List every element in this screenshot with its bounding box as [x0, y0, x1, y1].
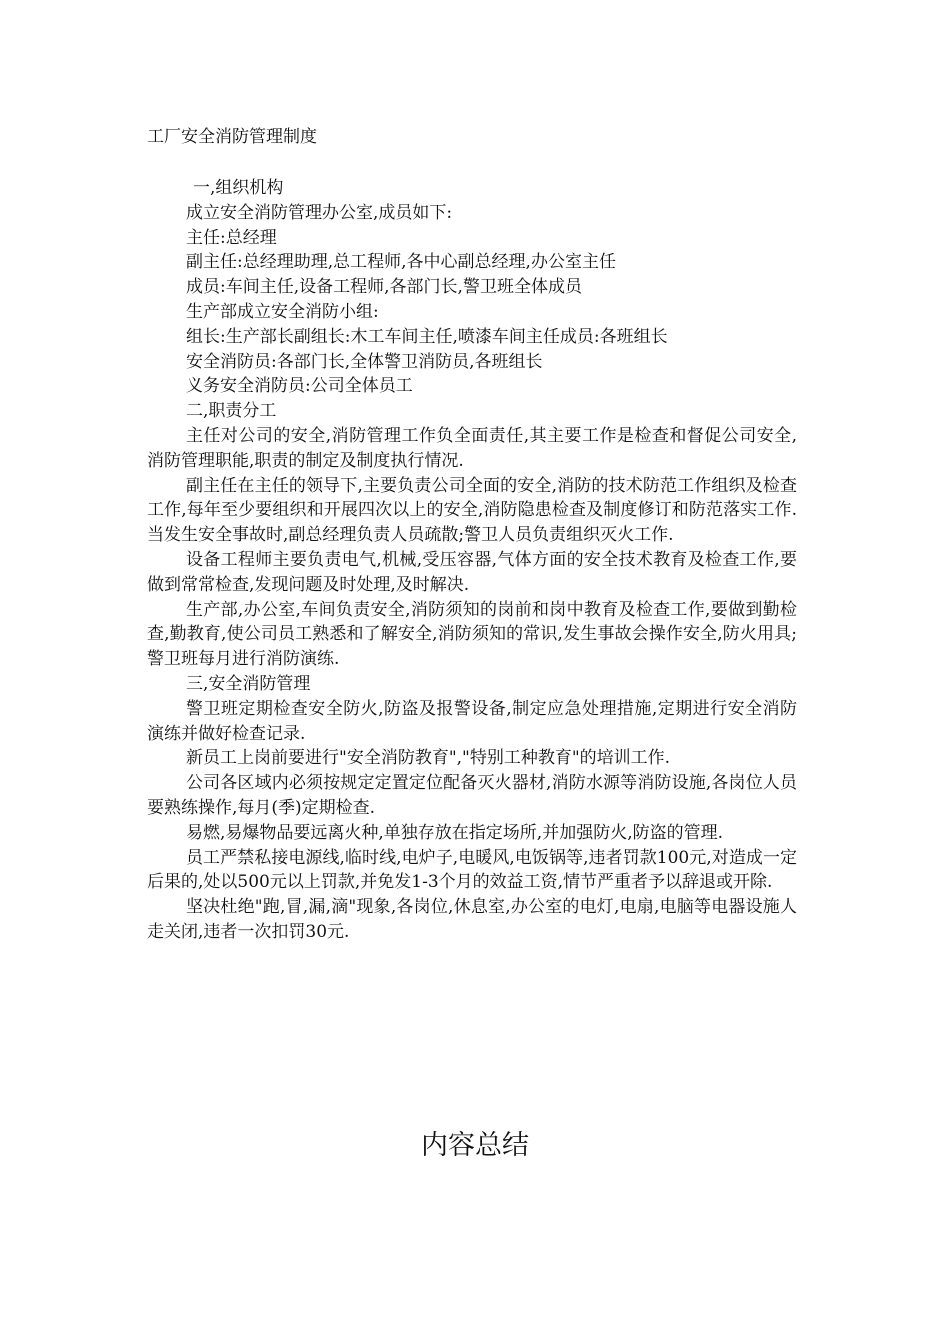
org-line: 副主任:总经理助理,总工程师,各中心副总经理,办公室主任: [186, 252, 616, 273]
org-line: 义务安全消防员:公司全体员工: [186, 376, 413, 397]
duties-paragraph: 副主任在主任的领导下,主要负责公司全面的安全,消防的技术防范工作组织及检查工作,每年至少要组织和开展四次以上的安全,消防隐患检查及制度修订和防范落实工作.当发生安全事故时,副总经理负责人员疏散;警卫人员负责组织灭火工作.: [147, 475, 797, 546]
fire-safety-paragraph: 公司各区域内必须按规定定置定位配备灭火器材,消防水源等消防设施,各岗位人员要熟练操作,每月(季)定期检查.: [147, 773, 797, 818]
org-line: 生产部成立安全消防小组:: [186, 301, 379, 322]
fire-safety-paragraph: 警卫班定期检查安全防火,防盗及报警设备,制定应急处理措施,定期进行安全消防演练并做好检查记录.: [147, 698, 797, 744]
document-title: 工厂安全消防管理制度: [147, 127, 317, 147]
org-line: 安全消防员:各部门长,全体警卫消防员,各班组长: [186, 351, 543, 372]
duties-paragraph: 生产部,办公室,车间负责安全,消防须知的岗前和岗中教育及检查工作,要做到勤检查,勤教育,使公司员工熟悉和了解安全,消防须知的常识,发生事故会操作安全,防火用具;警卫班每月进行消防演练.: [147, 599, 797, 670]
section-heading-duties: 二,职责分工: [186, 401, 277, 422]
summary-heading: 内容总结: [421, 1130, 529, 1161]
fire-safety-paragraph: 员工严禁私接电源线,临时线,电炉子,电暖风,电饭锅等,违者罚款100元,对造成一定后果的,处以500元以上罚款,并免发1-3个月的效益工资,情节严重者予以辞退或开除.: [147, 847, 797, 893]
org-line: 主任:总经理: [186, 227, 277, 248]
org-line: 组长:生产部长副组长:木工车间主任,喷漆车间主任成员:各班组长: [186, 326, 668, 347]
duties-paragraph: 主任对公司的安全,消防管理工作负全面责任,其主要工作是检查和督促公司安全,消防管理职能,职责的制定及制度执行情况.: [147, 425, 797, 471]
section-heading-organization: 一,组织机构: [193, 178, 284, 198]
section-heading-fire-safety: 三,安全消防管理: [186, 673, 311, 694]
fire-safety-paragraph: 坚决杜绝"跑,冒,漏,滴"现象,各岗位,休息室,办公室的电灯,电扇,电脑等电器设施人走关闭,违者一次扣罚30元.: [147, 897, 797, 942]
document-body: [147, 124, 797, 945]
fire-safety-paragraph: 易燃,易爆物品要远离火种,单独存放在指定场所,并加强防火,防盗的管理.: [186, 822, 724, 843]
org-line: 成员:车间主任,设备工程师,各部门长,警卫班全体成员: [186, 277, 582, 298]
fire-safety-paragraph: 新员工上岗前要进行"安全消防教育","特别工种教育"的培训工作.: [186, 748, 671, 769]
org-line: 成立安全消防管理办公室,成员如下:: [186, 202, 453, 223]
duties-paragraph: 设备工程师主要负责电气,机械,受压容器,气体方面的安全技术教育及检查工作,要做到常常检查,发现问题及时处理,及时解决.: [147, 549, 797, 595]
